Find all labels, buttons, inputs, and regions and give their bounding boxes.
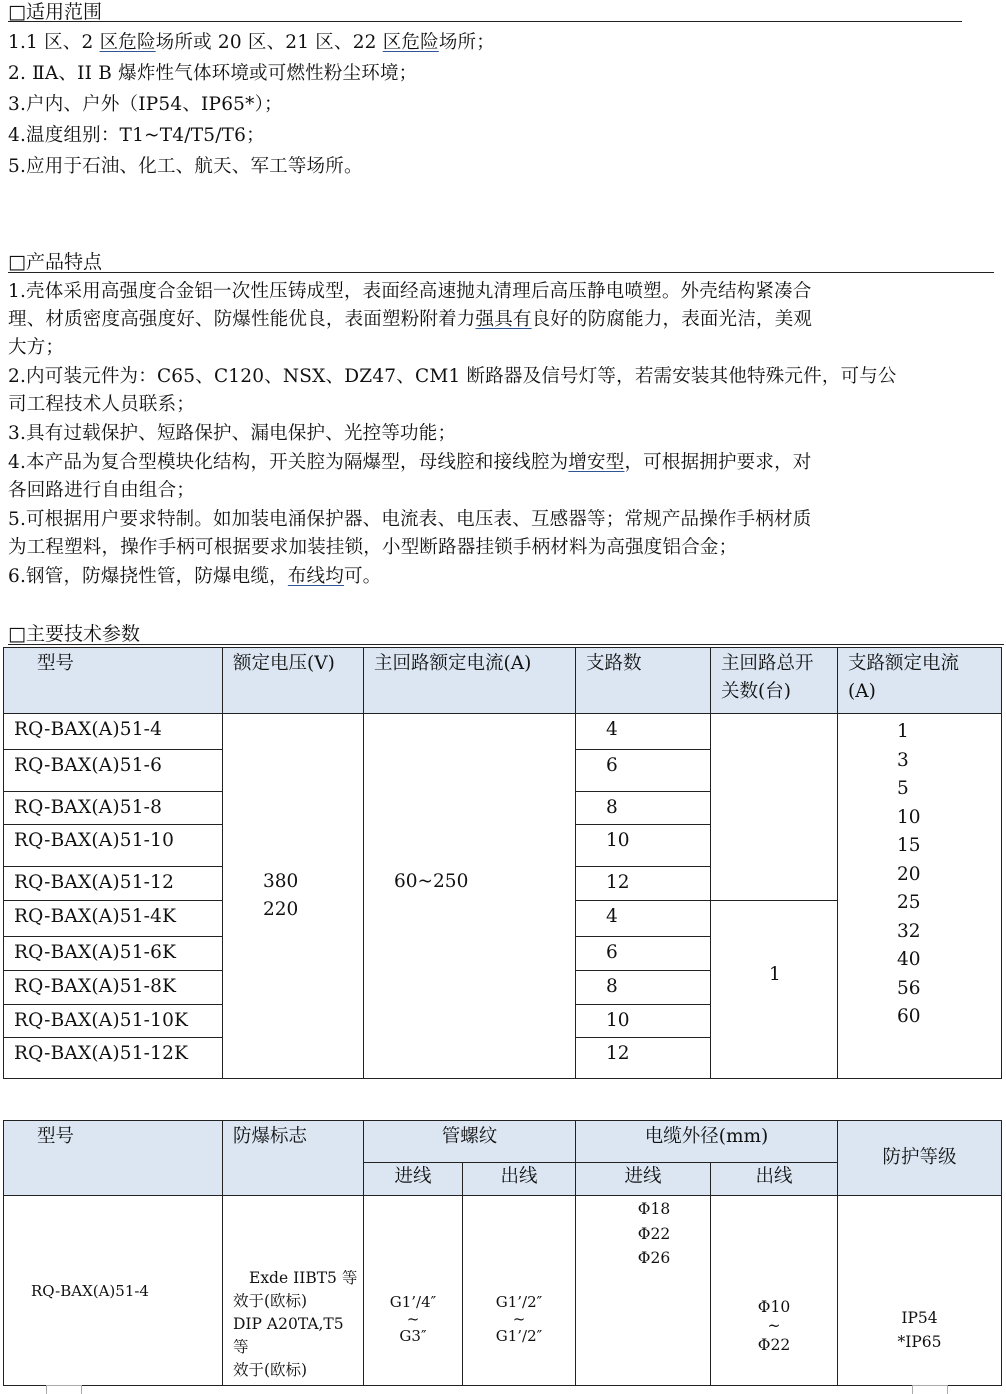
- main-current-cell: [364, 714, 576, 1079]
- branches-cell: [576, 1005, 711, 1038]
- table-row: [4, 971, 223, 1005]
- header-branches: [576, 648, 711, 714]
- section-rule-features: [8, 272, 994, 273]
- model-cell: RQ-BAX(A)51-8: [14, 797, 163, 818]
- switches-cell-k: [711, 901, 838, 1079]
- t2-ex-mark-line: Exde IIBT5 等: [249, 1269, 358, 1287]
- feature-line-2-link: 强具有: [475, 309, 532, 330]
- header-voltage-text: 额定电压(V): [233, 653, 335, 674]
- feature-line-7-link: 增安型: [568, 452, 625, 473]
- t2-header-thread-out-text: 出线: [500, 1166, 538, 1187]
- t2-cable-out-line: ~: [767, 1317, 781, 1335]
- model-cell: RQ-BAX(A)51-8K: [14, 976, 177, 997]
- feature-line-7: [8, 452, 811, 474]
- branch-current-value: 32: [897, 920, 921, 942]
- branches-value: 10: [606, 830, 630, 851]
- branches-cell: [576, 971, 711, 1005]
- branches-cell: [576, 792, 711, 825]
- t2-cable-in-line: Φ26: [637, 1249, 671, 1267]
- scope-item-4: 4.温度组别：T1~T4/T5/T6；: [8, 125, 265, 146]
- t2-header-cable-od-text: 电缆外径(mm): [644, 1126, 769, 1147]
- branches-cell: [576, 825, 711, 867]
- feature-line-2-part: 理、材质密度高强度好、防爆性能优良，表面塑粉附着力: [8, 309, 476, 330]
- model-cell: RQ-BAX(A)51-6: [14, 755, 163, 776]
- table-row: [4, 867, 223, 901]
- t2-header-protection-text: 防护等级: [882, 1147, 957, 1168]
- t2-header-thread-out: [463, 1163, 576, 1196]
- t2-model-value: RQ-BAX(A)51-4: [31, 1282, 149, 1300]
- header-branches-text: 支路数: [586, 653, 642, 674]
- scope-item-1-link: 区危险: [382, 32, 439, 53]
- table-row: [4, 792, 223, 825]
- feature-line-4: 2.内可装元件为：C65、C120、NSX、DZ47、CM1 断路器及信号灯等，若需安装其他特殊元件，可与公: [8, 366, 897, 387]
- t2-cable-out-cell: [711, 1196, 838, 1386]
- scope-item-1: [8, 32, 495, 54]
- section-title-features: □产品特点: [8, 251, 102, 273]
- branches-cell: [576, 901, 711, 937]
- branches-value: 4: [606, 719, 618, 740]
- feature-line-2-part: 良好的防腐能力，表面光洁，美观: [531, 309, 813, 330]
- table-row: [4, 901, 223, 937]
- branch-current-value: 25: [897, 892, 921, 913]
- t2-thread-out-line: G1’/2″: [495, 1293, 543, 1311]
- header-main-current: [364, 648, 576, 714]
- model-cell: RQ-BAX(A)51-10K: [14, 1010, 189, 1031]
- branches-value: 8: [606, 797, 618, 818]
- t2-thread-out-cell: [463, 1196, 576, 1386]
- scope-item-5: 5.应用于石油、化工、航天、军工等场所。: [8, 156, 363, 177]
- t2-header-ex-mark: [223, 1121, 364, 1196]
- t2-header-model-text: 型号: [37, 1126, 75, 1147]
- t2-header-thread-in-text: 进线: [394, 1166, 432, 1187]
- t2-header-cable-in-text: 进线: [624, 1166, 662, 1187]
- t2-cable-in-cell: [576, 1196, 711, 1386]
- branches-value: 6: [606, 755, 618, 776]
- branches-cell: [576, 714, 711, 750]
- section-title-scope: □适用范围: [8, 1, 102, 23]
- branches-cell: [576, 1038, 711, 1079]
- t2-header-cable-out-text: 出线: [755, 1166, 793, 1187]
- header-switches-line: 关数(台): [721, 681, 791, 702]
- t2-ex-mark-cell: [223, 1196, 364, 1386]
- branches-value: 12: [606, 872, 630, 893]
- header-model: [4, 648, 223, 714]
- t2-header-cable-in: [576, 1163, 711, 1196]
- section-rule-scope: [8, 21, 962, 22]
- model-cell: RQ-BAX(A)51-6K: [14, 942, 177, 963]
- branch-current-value: 3: [897, 749, 909, 771]
- t2-cable-out-line: Φ10: [757, 1298, 791, 1316]
- branches-value: 10: [606, 1010, 630, 1031]
- branch-current-cell: [838, 714, 1002, 1079]
- table-row: [4, 937, 223, 971]
- voltage-cell: [223, 714, 364, 1079]
- table-row: [4, 750, 223, 792]
- model-cell: RQ-BAX(A)51-4K: [14, 906, 177, 927]
- t2-header-model: [4, 1121, 223, 1196]
- t2-protection-line: *IP65: [897, 1333, 942, 1351]
- feature-line-1: 1.壳体采用高强度合金铝一次性压铸成型，表面经高速抛丸清理后高压静电喷塑。外壳结构紧凑合: [8, 281, 812, 302]
- model-cell: RQ-BAX(A)51-12: [14, 872, 175, 893]
- feature-line-5: 司工程技术人员联系；: [8, 394, 196, 415]
- feature-line-8: 各回路进行自由组合；: [8, 480, 196, 501]
- t2-protection-cell: [838, 1196, 1002, 1386]
- t2-header-ex-mark-text: 防爆标志: [233, 1126, 308, 1147]
- t2-thread-out-line: ~: [512, 1310, 526, 1328]
- branches-cell: [576, 937, 711, 971]
- header-branch-current-line: (A): [848, 681, 876, 702]
- scope-item-1-part: 场所；: [438, 32, 495, 53]
- t2-thread-in-line: G3″: [399, 1327, 427, 1345]
- header-switches-text: [711, 648, 837, 706]
- t2-protection-line: IP54: [901, 1309, 938, 1327]
- main-current-value: 60~250: [394, 871, 469, 892]
- section-title-params: □主要技术参数: [8, 623, 140, 645]
- table-row: [4, 1005, 223, 1038]
- scope-item-1-link: 区危险: [99, 32, 156, 53]
- t2-thread-in-line: G1’/4″: [389, 1293, 437, 1311]
- t2-model-cell: [4, 1196, 223, 1386]
- header-branch-current-line: 支路额定电流: [848, 653, 960, 674]
- feature-line-11-part: 可。: [343, 566, 382, 587]
- t2-ex-mark-line: 效于(欧标): [233, 1361, 308, 1379]
- header-switches-line: 主回路总开: [721, 653, 814, 674]
- t2-header-cable-od: [576, 1121, 838, 1163]
- t2-header-cable-out: [711, 1163, 838, 1196]
- model-cell: RQ-BAX(A)51-10: [14, 830, 175, 851]
- spec-table-1: [3, 647, 1002, 1079]
- t2-header-pipe-thread: [364, 1121, 576, 1163]
- branches-value: 12: [606, 1043, 630, 1064]
- branch-current-value: 5: [897, 778, 909, 799]
- branch-current-value: 56: [897, 977, 921, 999]
- header-switches: [711, 648, 838, 714]
- feature-line-10: 为工程塑料，操作手柄可根据要求加装挂锁，小型断路器挂锁手柄材料为高强度铝合金；: [8, 537, 738, 558]
- t2-thread-out-line: G1’/2″: [495, 1327, 543, 1345]
- switches-cell-std: [711, 714, 838, 901]
- branches-cell: [576, 867, 711, 901]
- feature-line-6: 3.具有过载保护、短路保护、漏电保护、光控等功能；: [8, 423, 457, 444]
- scope-item-1-part: 场所或 20 区、21 区、22: [155, 32, 383, 53]
- branch-current-value: 10: [897, 806, 921, 828]
- t2-header-protection: [838, 1121, 1002, 1196]
- header-voltage: [223, 648, 364, 714]
- scope-item-2: 2. ⅡA、II B 爆炸性气体环境或可燃性粉尘环境；: [8, 63, 418, 84]
- branch-current-value: 40: [897, 949, 921, 970]
- t2-cable-out-line: Φ22: [757, 1336, 791, 1354]
- feature-line-7-part: ，可根据拥护要求，对: [624, 452, 812, 473]
- branch-current-list: [838, 714, 1001, 1032]
- table-row: [4, 714, 223, 750]
- branch-current-value: 20: [897, 863, 921, 885]
- voltage-value: 220: [263, 899, 299, 920]
- branches-value: 8: [606, 976, 618, 997]
- feature-line-2: [8, 309, 812, 331]
- header-branch-current-text: [838, 648, 1001, 706]
- branches-cell: [576, 750, 711, 792]
- header-main-current-text: 主回路额定电流(A): [374, 653, 532, 674]
- header-model-text: 型号: [37, 653, 75, 674]
- model-cell: RQ-BAX(A)51-12K: [14, 1043, 189, 1064]
- feature-line-3: 大方；: [8, 337, 65, 358]
- branches-value: 6: [606, 942, 618, 963]
- voltage-value: 380: [263, 871, 299, 892]
- t2-thread-in-cell: [364, 1196, 463, 1386]
- table-row: [4, 1038, 223, 1079]
- t2-ex-mark-line: DIP A20TA,T5 等: [233, 1315, 344, 1356]
- feature-line-11-link: 布线均: [287, 566, 344, 587]
- t2-cable-in-line: Φ22: [637, 1224, 671, 1243]
- t2-thread-in-line: ~: [406, 1310, 420, 1328]
- header-branch-current: [838, 648, 1002, 714]
- branch-current-value: 15: [897, 835, 921, 856]
- feature-line-9: 5.可根据用户要求特制。如加装电涌保护器、电流表、电压表、互感器等；常规产品操作手柄材质: [8, 509, 812, 530]
- t2-header-pipe-thread-text: 管螺纹: [441, 1126, 498, 1147]
- branch-current-value: 60: [897, 1006, 921, 1027]
- switch-count-value: 1: [769, 963, 781, 985]
- feature-line-11-part: 6.钢管，防爆挠性管，防爆电缆，: [8, 566, 288, 587]
- feature-line-7-part: 4.本产品为复合型模块化结构，开关腔为隔爆型，母线腔和接线腔为: [8, 452, 569, 473]
- feature-line-11: [8, 566, 381, 588]
- branches-value: 4: [606, 906, 618, 927]
- table-row: [4, 825, 223, 867]
- spec-table-2: [3, 1120, 1002, 1386]
- branch-current-value: 1: [897, 721, 909, 742]
- section-rule-params: [8, 644, 1004, 645]
- t2-header-thread-in: [364, 1163, 463, 1196]
- scope-item-3: 3.户内、户外（IP54、IP65*）；: [8, 94, 283, 115]
- t2-ex-mark-line: 效于(欧标): [233, 1292, 308, 1310]
- t2-cable-in-line: Φ18: [637, 1200, 671, 1218]
- model-cell: RQ-BAX(A)51-4: [14, 719, 163, 740]
- scope-item-1-part: 1.1 区、2: [8, 32, 100, 53]
